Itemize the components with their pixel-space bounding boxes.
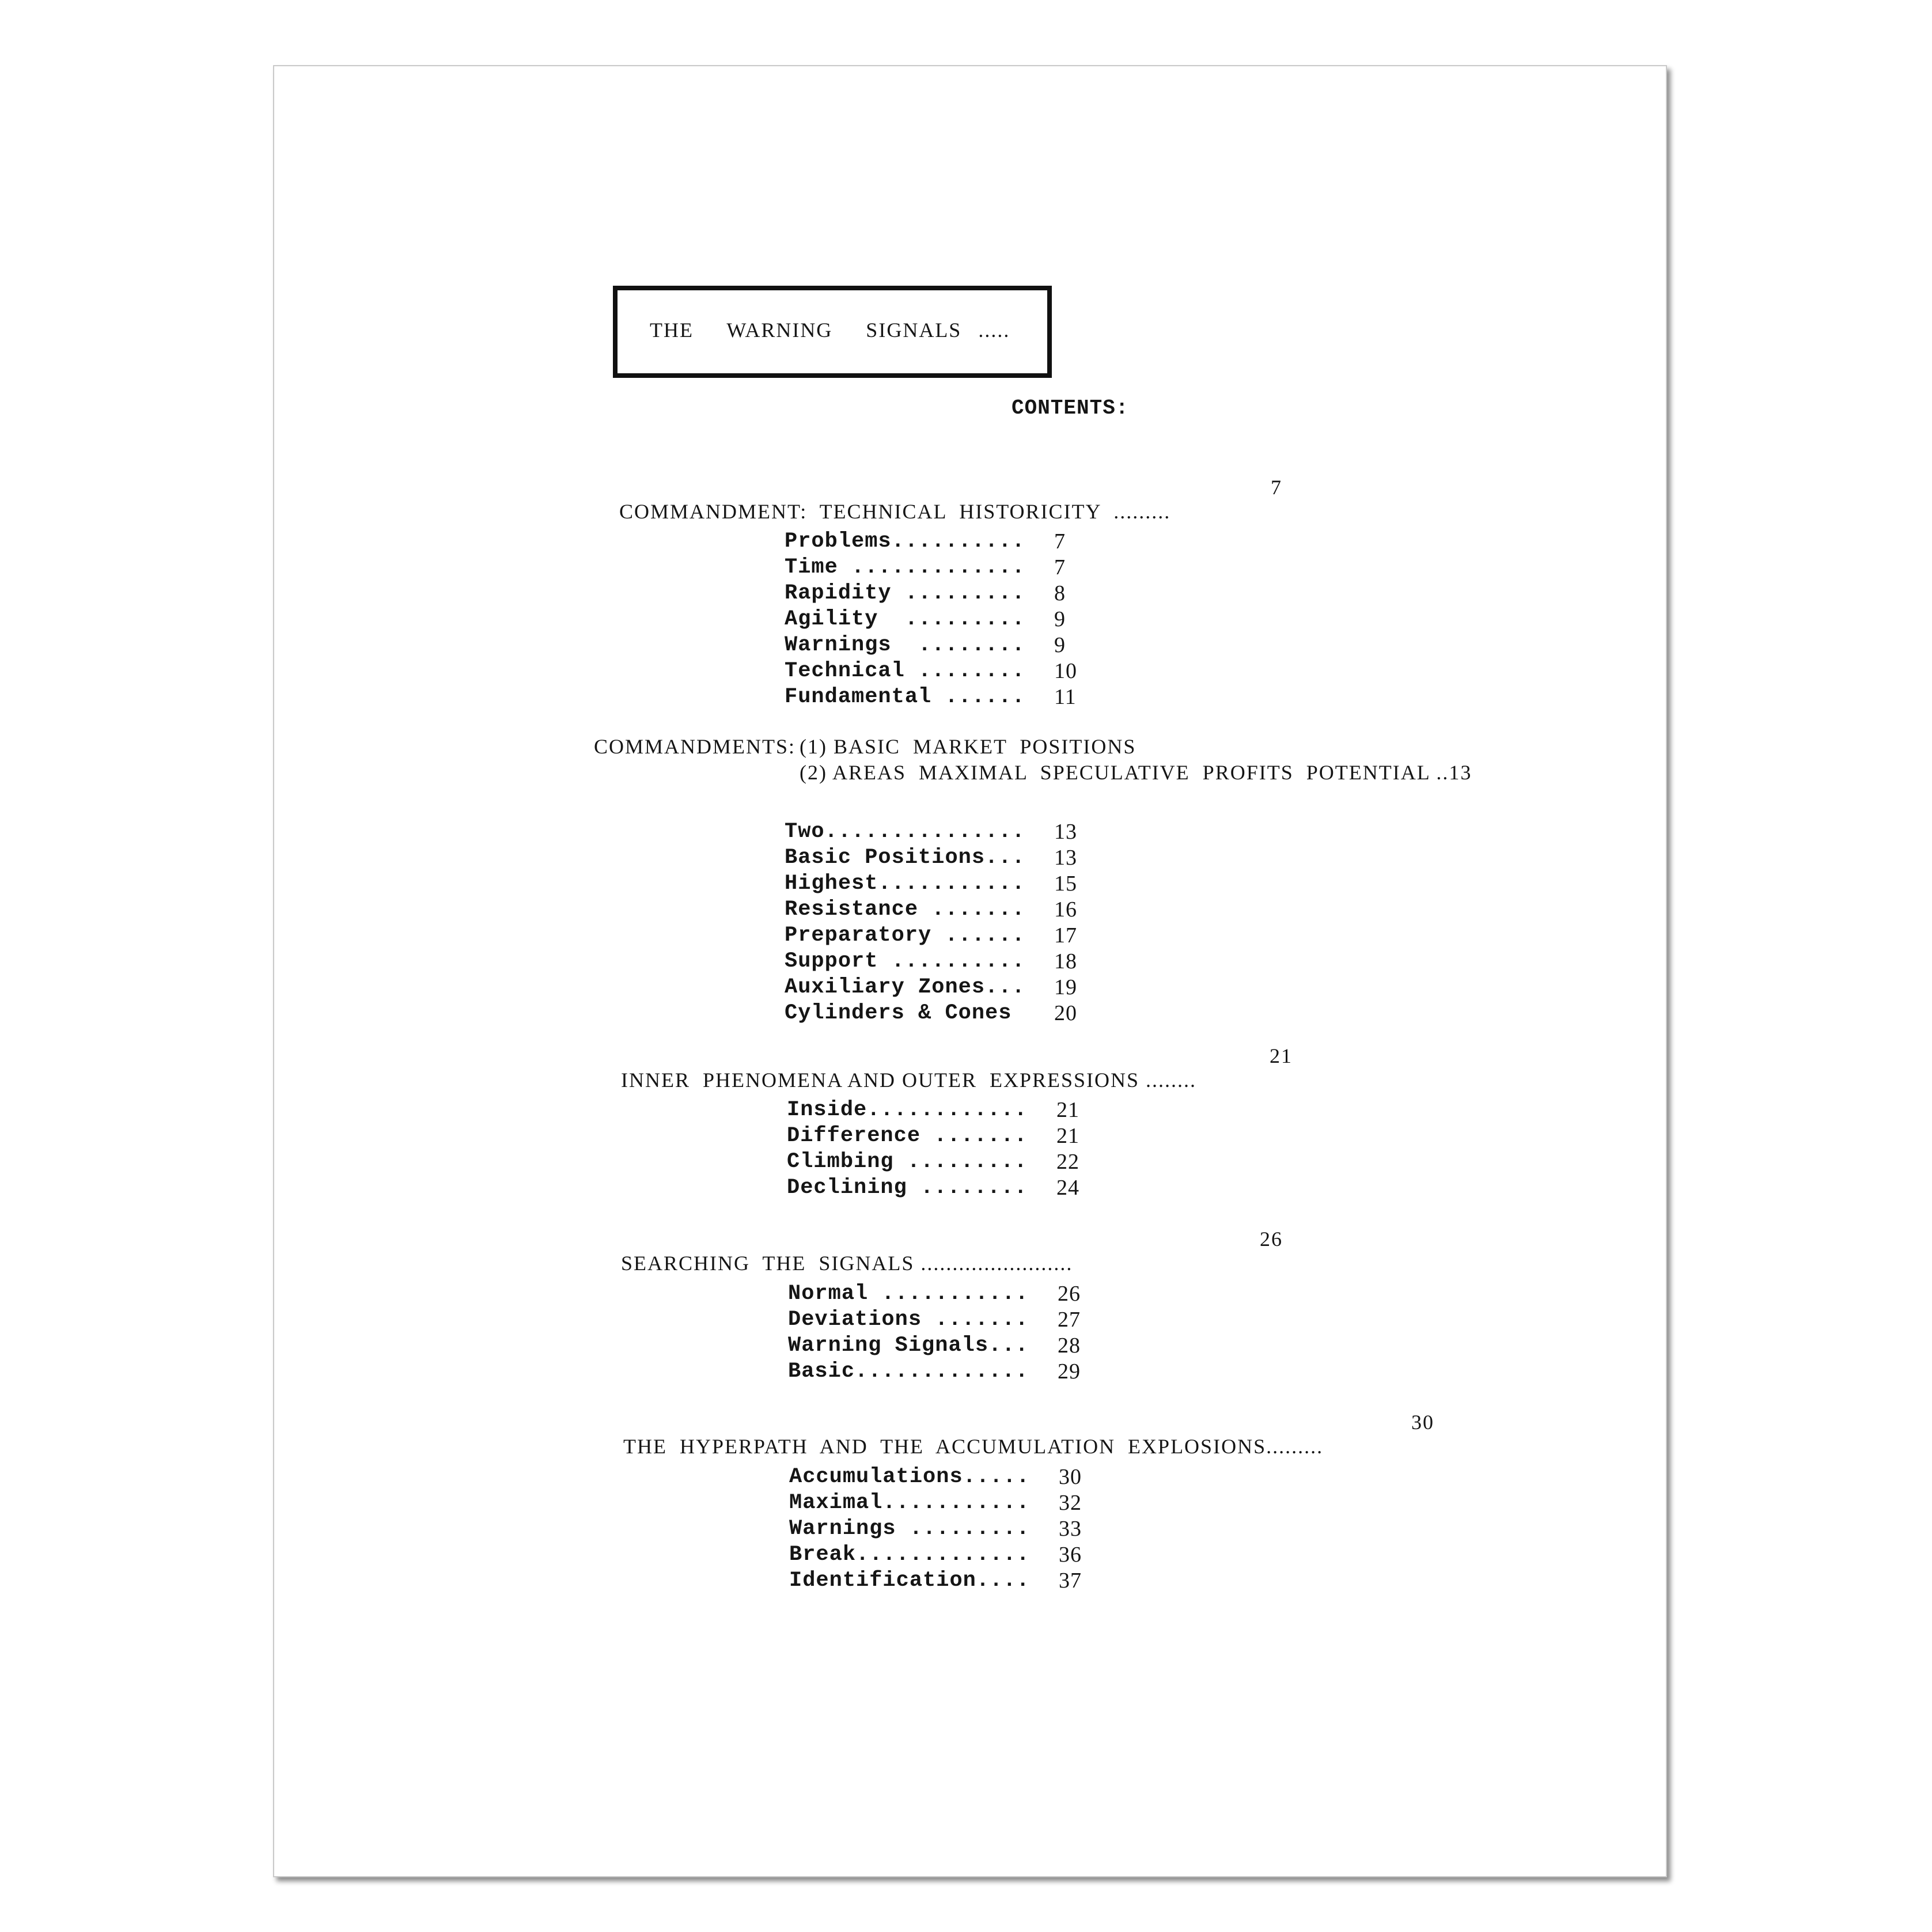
list-item-page: 29 — [1058, 1359, 1081, 1384]
list-item-page: 16 — [1054, 897, 1077, 922]
list-item-label: Two............... — [785, 820, 1025, 844]
section-heading-label: INNER PHENOMENA AND OUTER EXPRESSIONS ........ — [621, 1069, 1197, 1092]
section-heading-line: (2) AREAS MAXIMAL SPECULATIVE PROFITS POTENTIAL ..13 — [800, 761, 1472, 784]
section-heading-label: THE HYPERPATH AND THE ACCUMULATION EXPLOSIONS......... — [623, 1435, 1324, 1458]
list-item-label: Break............. — [789, 1543, 1030, 1567]
list-item-page: 27 — [1058, 1308, 1081, 1332]
list-item-label: Technical ........ — [785, 659, 1025, 683]
list-item-label: Warnings ......... — [789, 1517, 1030, 1541]
list-item-page: 37 — [1059, 1569, 1082, 1593]
list-item-page: 21 — [1056, 1124, 1079, 1148]
list-item-label: Normal ........... — [788, 1282, 1029, 1306]
list-item-page: 9 — [1054, 633, 1066, 657]
list-item-label: Warnings ........ — [785, 633, 1025, 657]
list-item-page: 36 — [1059, 1543, 1082, 1567]
list-item-label: Climbing ......... — [787, 1150, 1028, 1174]
section-heading-line: (1) BASIC MARKET POSITIONS — [800, 735, 1137, 758]
list-item-label: Basic Positions... — [785, 846, 1025, 870]
document-title: THE WARNING SIGNALS ..... — [650, 319, 1010, 342]
list-item-page: 24 — [1056, 1176, 1079, 1200]
title-box — [613, 286, 1052, 378]
list-item-page: 9 — [1054, 607, 1066, 631]
section-heading-page: 7 — [1271, 476, 1282, 499]
list-item-page: 10 — [1054, 659, 1077, 683]
list-item-page: 15 — [1054, 872, 1077, 896]
list-item-label: Identification.... — [789, 1569, 1030, 1593]
list-item-label: Problems.......... — [785, 529, 1025, 554]
list-item-label: Rapidity ......... — [785, 581, 1025, 605]
list-item-label: Auxiliary Zones... — [785, 975, 1025, 999]
section-heading-label: COMMANDMENT: TECHNICAL HISTORICITY ......... — [619, 500, 1171, 523]
list-item-page: 8 — [1054, 581, 1066, 605]
list-item-label: Warning Signals... — [788, 1334, 1029, 1358]
list-item-label: Declining ........ — [787, 1176, 1028, 1200]
list-item-label: Support .......... — [785, 949, 1025, 973]
list-item-page: 22 — [1056, 1150, 1079, 1174]
list-item-label: Resistance ....... — [785, 897, 1025, 922]
list-item-label: Fundamental ...... — [785, 685, 1025, 709]
list-item-page: 13 — [1054, 820, 1077, 844]
list-item-label: Difference ....... — [787, 1124, 1028, 1148]
list-item-page: 7 — [1054, 555, 1066, 579]
list-item-page: 19 — [1054, 975, 1077, 999]
list-item-page: 32 — [1059, 1491, 1082, 1515]
list-item-page: 11 — [1054, 685, 1077, 709]
list-item-label: Deviations ....... — [788, 1308, 1029, 1332]
section-heading-page: 26 — [1260, 1228, 1283, 1251]
list-item-page: 33 — [1059, 1517, 1082, 1541]
section-heading-page: 21 — [1270, 1044, 1293, 1067]
list-item-label: Basic............. — [788, 1359, 1029, 1384]
list-item-page: 28 — [1058, 1334, 1081, 1358]
section-heading-page: 30 — [1411, 1411, 1434, 1434]
list-item-label: Preparatory ...... — [785, 923, 1025, 948]
list-item-page: 30 — [1059, 1465, 1082, 1489]
list-item-page: 13 — [1054, 846, 1077, 870]
list-item-label: Cylinders & Cones — [785, 1001, 1012, 1025]
section-heading-label: SEARCHING THE SIGNALS ........................ — [621, 1252, 1073, 1275]
list-item-page: 26 — [1058, 1282, 1081, 1306]
list-item-label: Inside............ — [787, 1098, 1028, 1122]
list-item-page: 18 — [1054, 949, 1077, 973]
section-heading-label: COMMANDMENTS: — [594, 735, 796, 758]
list-item-page: 7 — [1054, 529, 1066, 554]
list-item-page: 20 — [1054, 1001, 1077, 1025]
contents-heading: CONTENTS: — [1012, 396, 1129, 420]
list-item-page: 17 — [1054, 923, 1077, 948]
list-item-label: Maximal........... — [789, 1491, 1030, 1515]
list-item-label: Time ............. — [785, 555, 1025, 579]
list-item-label: Highest........... — [785, 872, 1025, 896]
list-item-page: 21 — [1056, 1098, 1079, 1122]
list-item-label: Agility ......... — [785, 607, 1025, 631]
list-item-label: Accumulations..... — [789, 1465, 1030, 1489]
document-page — [273, 65, 1667, 1877]
